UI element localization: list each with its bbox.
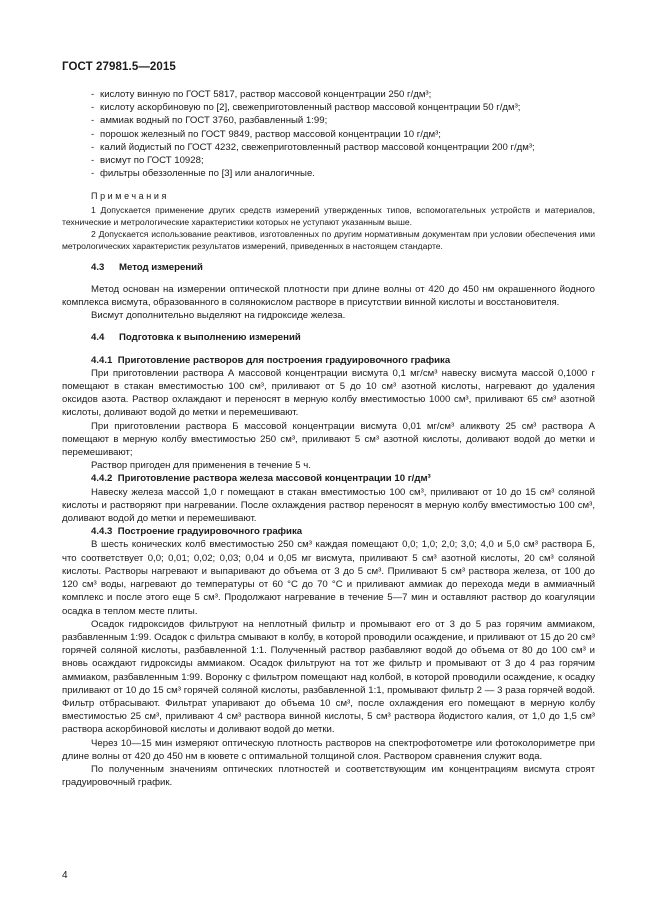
note-2: 2 Допускается использование реактивов, изготовленных по другим нормативным документам при условии обеспечения ими метрологических характеристик результатов измерений, приведенных в настоящем стандарте. — [62, 228, 595, 251]
paragraph: Через 10—15 мин измеряют оптическую плотность растворов на спектрофотометре или фотоколориметре при длине волны от 420 до 450 нм в кювете с оптимальной толщиной слоя. Раствором сравнения служит вода. — [62, 737, 595, 762]
paragraph: Навеску железа массой 1,0 г помещают в стакан вместимостью 100 см³, приливают от 10 до 15 см³ соляной кислоты и растворяют при нагревании. После охлаждения раствор переносят в мерную колбу вместимостью 100 см³, доливают водой до метки и перемешивают. — [62, 486, 595, 525]
page-number: 4 — [62, 870, 68, 881]
dash-bullet: - — [91, 102, 95, 114]
list-item: - калий йодистый по ГОСТ 4232, свежеприготовленный раствор массовой концентрации 200 г/дм³; — [91, 141, 535, 153]
reagent-list — [62, 88, 595, 180]
list-item: - порошок железный по ГОСТ 9849, раствор массовой концентрации 10 г/дм³; — [91, 128, 441, 140]
notes-heading: Примечания — [91, 191, 169, 202]
note-1: 1 Допускается применение других средств измерений утвержденных типов, вспомогательных устройств и материалов, технические и метрологические характеристики которых не уступают указанным выше. — [62, 204, 595, 227]
paragraph: В шесть конических колб вместимостью 250 см³ каждая помещают 0,0; 1,0; 2,0; 3,0; 4,0 и 5,0 см³ раствора Б, что соответствует 0,0; 0,01; 0,02; 0,03; 0,04 и 0,05 мг висмута, приливают 5 см³ азотной кислоты, 20 см³ соляной кислоты. Растворы нагревают и выпаривают до объема от 3 до 5 см³. Приливают 5 см³ раствора железа, от 100 до 120 см³ воды, нагревают до температуры от 60 °С до 70 °С и приливают аммиак до перехода меди в аммиачный комплекс и после этого еще 5 см³. Продолжают нагревание в течение 5—7 мин и оставляют раствор до коагуляции осадка в теплом месте плиты. — [62, 539, 595, 617]
dash-bullet: - — [91, 155, 95, 167]
dash-bullet: - — [91, 141, 95, 153]
paragraph: Осадок гидроксидов фильтруют на неплотный фильтр и промывают его от 3 до 5 раз горячим аммиаком, разбавленным 1:99. Осадок с фильтра смывают в колбу, в которой проводили осаждение, и приливают от 15 до 20 см³ горячей соляной кислоты, разбавленной 1:1. Полученный раствор разбавляют водой до объема от 80 до 100 см³ и вновь осаждают гидроксиды аммиаком. Осадок фильтруют на тот же фильтр и промывают от 3 до 4 раз горячим аммиаком, разбавленным 1:99. Воронку с фильтром помещают над колбой, в которой проводили осаждение, к осадку приливают от 10 до 15 см³ горячей соляной кислоты, разбавленной 1:1, промывают фильтр 2 — 3 раза горячей водой. Фильтр отбрасывают. Фильтрат упаривают до объема 10 см³, после охлаждения его помещают в мерную колбу вместимостью 25 см³, приливают 4 см³ раствора винной кислоты, 5 см³ раствора йодистого калия, от 1,0 до 1,5 см³ раствора аскорбиновой кислоты и доливают водой до метки. — [62, 618, 595, 736]
subsection-heading-4-4-2: 4.4.2 Приготовление раствора железа массовой концентрации 10 г/дм³ — [91, 473, 431, 485]
document-header: ГОСТ 27981.5—2015 — [62, 61, 176, 73]
paragraph: При приготовлении раствора А массовой концентрации висмута 0,1 мг/см³ навеску висмута массой 0,1000 г помещают в стакан вместимостью 100 см³, приливают от 5 до 10 см³ азотной кислоты, нагревают до удаления оксидов азота. Раствор охлаждают и переносят в мерную колбу вместимостью 1000 см³, приливают 65 см³ азотной кислоты, доливают водой до метки и перемешивают. — [62, 367, 595, 419]
subsection-heading-4-4-3: 4.4.3 Построение градуировочного графика — [91, 526, 303, 538]
paragraph: Метод основан на измерении оптической плотности при длине волны от 420 до 450 нм окрашенного йодного комплекса висмута, образованного в солянокислом растворе в присутствии винной кислоты и восстановителя. — [62, 283, 595, 309]
list-item: - фильтры обеззоленные по [3] или аналогичные. — [91, 168, 315, 180]
list-item: - кислоту аскорбиновую по [2], свежеприготовленный раствор массовой концентрации 50 г/дм³; — [91, 102, 521, 114]
dash-bullet: - — [91, 168, 95, 180]
section-heading-4-3: 4.3 Метод измерений — [91, 261, 203, 273]
paragraph: Висмут дополнительно выделяют на гидроксиде железа. — [91, 310, 346, 322]
section-heading-4-4: 4.4 Подготовка к выполнению измерений — [91, 332, 301, 344]
paragraph: Раствор пригоден для применения в течение 5 ч. — [91, 460, 311, 472]
subsection-heading-4-4-1: 4.4.1 Приготовление растворов для построения градуировочного графика — [91, 354, 451, 366]
list-item: - висмут по ГОСТ 10928; — [91, 155, 204, 167]
list-item: - аммиак водный по ГОСТ 3760, разбавленный 1:99; — [91, 115, 328, 127]
dash-bullet: - — [91, 115, 95, 127]
list-item: - кислоту винную по ГОСТ 5817, раствор массовой концентрации 250 г/дм³; — [91, 89, 432, 100]
paragraph: При приготовлении раствора Б массовой концентрации висмута 0,01 мг/см³ аликвоту 25 см³ раствора А помещают в мерную колбу вместимостью 250 см³, приливают 5 см³ азотной кислоты, доливают водой до метки и перемешивают; — [62, 420, 595, 459]
page-content — [62, 88, 595, 789]
paragraph: По полученным значениям оптических плотностей и соответствующим им концентрациям висмута строят градуировочный график. — [62, 763, 595, 789]
dash-bullet: - — [91, 128, 95, 140]
dash-bullet: - — [91, 89, 95, 100]
